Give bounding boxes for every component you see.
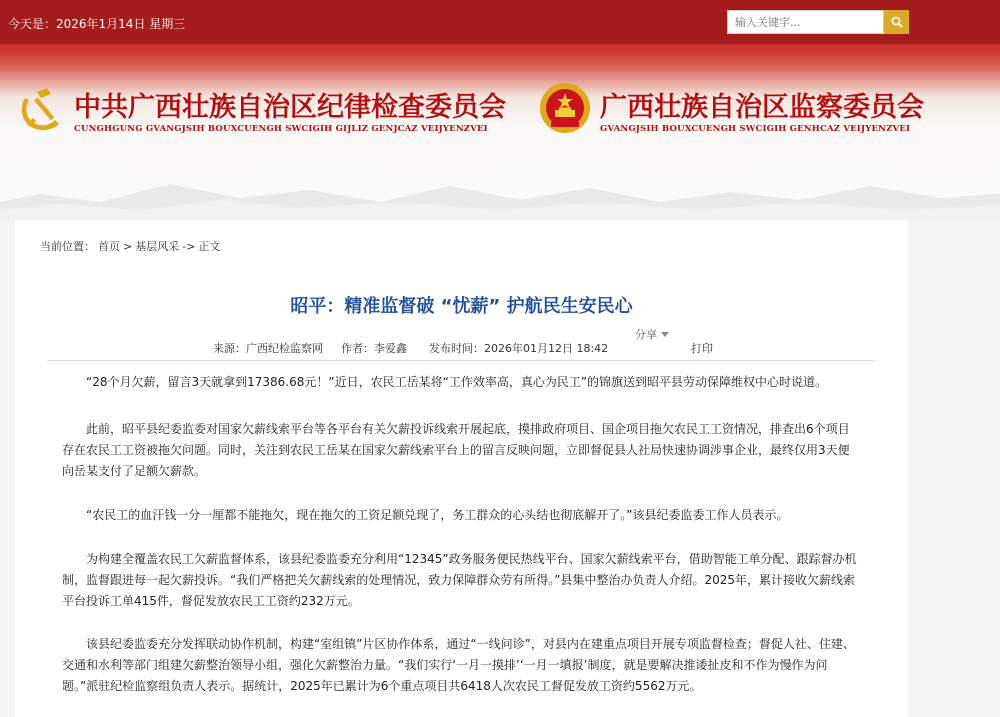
site-banner xyxy=(0,44,1000,220)
search-bar xyxy=(727,10,909,34)
chevron-down-icon xyxy=(661,332,669,338)
supervision-commission-title: 广西壮族自治区监察委员会 xyxy=(600,92,924,123)
breadcrumb-separator: > xyxy=(123,240,133,253)
party-emblem-icon[interactable] xyxy=(15,84,65,134)
mountain-backdrop xyxy=(0,156,1000,220)
current-date: 今天是：2026年1月14日 星期三 xyxy=(8,17,186,31)
search-input[interactable] xyxy=(727,10,884,34)
content-panel xyxy=(15,220,908,717)
article-title: 昭平：精准监督破 “忧薪” 护航民生安民心 xyxy=(290,296,633,317)
print-link[interactable]: 打印 xyxy=(691,342,713,355)
breadcrumb-separator: -> xyxy=(182,240,196,253)
article-paragraph: 为构建全覆盖农民工欠薪监督体系，该县纪委监委充分利用“12345”政务服务便民热线平台、国家欠薪线索平台，借助智能工单分配、跟踪督办机制，监督跟进每一起欠薪投诉。“我们严格把关欠薪线索的处理情况，致力保障群众劳有所得。”县集中整治办负责人介绍。2025年，累计接收欠薪线索平台投诉工单415件，督促发放农民工工资约232万元。 xyxy=(62,552,857,608)
supervision-commission-subtitle: GVANGJSIH BOUXCUENGH SWCIGIH GENHCAZ VEIJYENZVEI xyxy=(600,124,911,134)
article-paragraph: 此前，昭平县纪委监委对国家欠薪线索平台等各平台有关欠薪投诉线索开展起底，摸排政府项目、国企项目拖欠农民工工资情况，排查出6个项目存在农民工工资被拖欠问题。同时，关注到农民工岳某在国家欠薪线索平台上的留言反映问题，立即督促县人社局快速协调涉事企业，最终仅用3天便向岳某支付了足额欠薪款。 xyxy=(62,422,850,478)
share-label: 分享 xyxy=(635,328,657,341)
divider xyxy=(47,360,875,361)
breadcrumb-prefix: 当前位置： xyxy=(40,240,95,253)
article-publish-time: 发布时间：2026年01月12日 18:42 xyxy=(429,342,609,355)
search-button[interactable] xyxy=(884,10,909,34)
article-meta xyxy=(213,340,713,356)
cdi-subtitle: CUNGHGUNG GVANGJSIH BOUXCUENGH SWCIGIH GIJLIZ GENJCAZ VEIJYENZVEI xyxy=(74,124,488,134)
breadcrumb-home-link[interactable]: 首页 xyxy=(98,240,120,253)
breadcrumb xyxy=(40,238,223,254)
national-emblem-icon[interactable] xyxy=(538,81,592,135)
article-source: 来源：广西纪检监察网 xyxy=(213,342,323,355)
breadcrumb-current: 正文 xyxy=(198,240,221,253)
cdi-title: 中共广西壮族自治区纪律检查委员会 xyxy=(74,92,506,123)
top-bar xyxy=(0,0,1000,44)
article-paragraph: “28个月欠薪，留言3天就拿到17386.68元！”近日，农民工岳某将“工作效率高，真心为民工”的锦旗送到昭平县劳动保障维权中心时说道。 xyxy=(86,375,828,389)
article-paragraph: 该县纪委监委充分发挥联动协作机制，构建“室组镇”片区协作体系，通过“一线问诊”，对县内在建重点项目开展专项监督检查；督促人社、住建、交通和水利等部门组建欠薪整治领导小组，强化欠薪整治力量。“我们实行‘一月一摸排’‘一月一填报’制度，就是要解决推诿扯皮和不作为慢作为问题。”派驻纪检监察组负责人表示。据统计，2025年已累计为6个重点项目共6418人次农民工督促发放工资约5562万元。 xyxy=(62,637,855,693)
search-icon xyxy=(891,16,903,28)
article-paragraph: “农民工的血汗钱一分一厘都不能拖欠，现在拖欠的工资足额兑现了，务工群众的心头结也彻底解开了。”该县纪委监委工作人员表示。 xyxy=(86,508,789,522)
breadcrumb-section-link[interactable]: 基层风采 xyxy=(135,240,180,253)
article-author: 作者：李爱鑫 xyxy=(341,342,407,355)
